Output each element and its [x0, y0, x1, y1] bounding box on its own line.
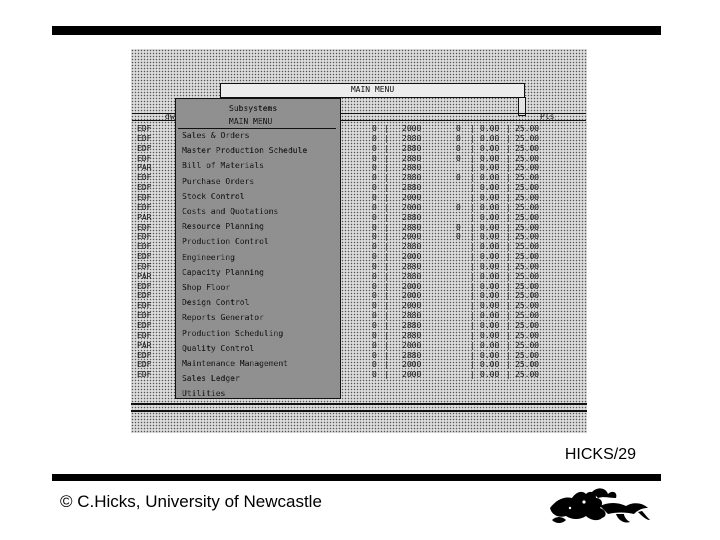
row-code: EDF: [137, 301, 152, 311]
row-code: PAR: [137, 271, 152, 281]
row-separator: |: [506, 192, 511, 202]
row-rate: 0.00: [480, 242, 500, 252]
row-separator: |: [384, 232, 389, 242]
menu-subtitle: MAIN MENU: [229, 117, 273, 126]
row-qty: 0: [372, 330, 377, 340]
row-value: 25.00: [515, 173, 540, 183]
row-code: EDF: [137, 281, 152, 291]
row-qty: 0: [372, 163, 377, 173]
row-period: 2000: [402, 202, 422, 212]
menu-title: Subsystems: [229, 104, 278, 113]
row-separator: |: [384, 133, 389, 143]
main-menu-popup: [175, 98, 341, 399]
menu-item[interactable]: Quality Control: [182, 343, 255, 353]
slide-caption: HICKS/29: [564, 446, 636, 463]
row-qty: 0: [372, 271, 377, 281]
row-period: 2000: [402, 124, 422, 133]
row-period: 2000: [402, 301, 422, 311]
row-qty: 0: [372, 291, 377, 301]
row-rate: 0.00: [480, 321, 500, 330]
row-period: 2880: [402, 321, 422, 330]
row-separator: |: [470, 212, 475, 222]
row-value: 25.00: [515, 360, 540, 370]
row-separator: |: [470, 370, 475, 380]
row-separator: |: [506, 370, 511, 380]
row-value: 25.00: [515, 261, 540, 271]
row-separator: |: [506, 281, 511, 291]
row-separator: |: [470, 183, 475, 193]
row-value: 25.00: [515, 291, 540, 301]
menu-item[interactable]: Design Control: [182, 298, 250, 308]
row-separator: |: [506, 212, 511, 222]
row-value: 25.00: [515, 321, 540, 330]
menu-item[interactable]: Engineering: [182, 252, 235, 262]
row-period: 2880: [402, 350, 422, 360]
row-period: 2880: [402, 143, 422, 153]
menu-item[interactable]: Purchase Orders: [182, 176, 255, 186]
row-qty: 0: [372, 202, 377, 212]
row-rate: 0.00: [480, 311, 500, 321]
row-period: 2000: [402, 340, 422, 350]
row-separator: |: [384, 212, 389, 222]
row-separator: |: [506, 173, 511, 183]
row-separator: |: [506, 232, 511, 242]
menu-item[interactable]: Utilities: [182, 389, 226, 399]
row-period: 2880: [402, 261, 422, 271]
row-value: 25.00: [515, 153, 540, 163]
row-separator: |: [506, 311, 511, 321]
row-qty: 0: [372, 133, 377, 143]
column-header-right: Pls: [540, 112, 555, 121]
menu-item[interactable]: Maintenance Management: [182, 359, 288, 368]
row-qty: 0: [372, 301, 377, 311]
row-separator: |: [470, 192, 475, 202]
row-period: 2880: [402, 212, 422, 222]
row-separator: |: [384, 291, 389, 301]
row-period: 2000: [402, 192, 422, 202]
row-period: 2880: [402, 163, 422, 173]
top-rule: [52, 26, 661, 35]
row-period: 2880: [402, 242, 422, 252]
row-value: 25.00: [515, 252, 540, 262]
row-separator: |: [384, 360, 389, 370]
row-separator: |: [470, 163, 475, 173]
row-separator: |: [506, 261, 511, 271]
row-separator: |: [470, 291, 475, 301]
row-qty: 0: [372, 370, 377, 380]
row-separator: |: [506, 124, 511, 133]
row-code: EDF: [137, 183, 152, 193]
row-qty: 0: [372, 281, 377, 291]
row-separator: |: [384, 370, 389, 380]
menu-title-rule: [178, 128, 336, 129]
row-qty: 0: [372, 222, 377, 232]
row-value: 25.00: [515, 281, 540, 291]
row-period: 2880: [402, 271, 422, 281]
row-qty: 0: [372, 192, 377, 202]
row-value: 25.00: [515, 301, 540, 311]
row-separator: |: [506, 350, 511, 360]
row-separator: |: [470, 124, 475, 133]
row-separator: |: [506, 183, 511, 193]
row-period: 2000: [402, 252, 422, 262]
menu-item[interactable]: Sales & Orders: [182, 131, 250, 140]
row-code: EDF: [137, 173, 152, 183]
row-code: EDF: [137, 192, 152, 202]
row-separator: |: [384, 143, 389, 153]
row-qty: 0: [372, 321, 377, 330]
row-flag: 0: [456, 232, 461, 242]
row-rate: 0.00: [480, 133, 500, 143]
row-separator: |: [470, 153, 475, 163]
row-qty: 0: [372, 153, 377, 163]
row-qty: 0: [372, 242, 377, 252]
row-code: EDF: [137, 330, 152, 340]
row-separator: |: [506, 330, 511, 340]
row-code: EDF: [137, 124, 152, 133]
row-value: 25.00: [515, 183, 540, 193]
row-code: EDF: [137, 133, 152, 143]
row-separator: |: [384, 301, 389, 311]
row-separator: |: [384, 222, 389, 232]
row-period: 2000: [402, 360, 422, 370]
row-separator: |: [470, 232, 475, 242]
row-separator: |: [506, 340, 511, 350]
screen-divider: [131, 403, 587, 405]
row-qty: 0: [372, 183, 377, 193]
row-separator: |: [384, 330, 389, 340]
menu-item[interactable]: Resource Planning: [182, 222, 264, 232]
row-flag: 0: [456, 124, 461, 133]
window-title-bar: [220, 83, 525, 98]
row-separator: |: [384, 350, 389, 360]
row-separator: |: [506, 252, 511, 262]
row-qty: 0: [372, 232, 377, 242]
row-period: 2880: [402, 311, 422, 321]
row-rate: 0.00: [480, 232, 500, 242]
row-separator: |: [506, 202, 511, 212]
row-rate: 0.00: [480, 291, 500, 301]
screen-divider: [131, 410, 587, 412]
row-separator: |: [384, 340, 389, 350]
row-separator: |: [470, 271, 475, 281]
row-code: EDF: [137, 242, 152, 252]
row-separator: |: [470, 252, 475, 262]
row-value: 25.00: [515, 222, 540, 232]
row-flag: 0: [456, 143, 461, 153]
row-code: EDF: [137, 261, 152, 271]
row-value: 25.00: [515, 242, 540, 252]
row-value: 25.00: [515, 340, 540, 350]
row-rate: 0.00: [480, 330, 500, 340]
row-code: EDF: [137, 222, 152, 232]
row-qty: 0: [372, 340, 377, 350]
row-separator: |: [384, 261, 389, 271]
row-period: 2000: [402, 291, 422, 301]
row-rate: 0.00: [480, 212, 500, 222]
row-code: EDF: [137, 370, 152, 380]
row-separator: |: [470, 311, 475, 321]
row-code: EDF: [137, 143, 152, 153]
row-period: 2880: [402, 183, 422, 193]
row-code: EDF: [137, 360, 152, 370]
row-separator: |: [470, 242, 475, 252]
row-rate: 0.00: [480, 153, 500, 163]
row-qty: 0: [372, 350, 377, 360]
row-rate: 0.00: [480, 252, 500, 262]
row-rate: 0.00: [480, 143, 500, 153]
row-flag: 0: [456, 173, 461, 183]
row-code: EDF: [137, 153, 152, 163]
row-separator: |: [384, 124, 389, 133]
menu-item[interactable]: Bill of Materials: [182, 161, 264, 171]
row-separator: |: [384, 163, 389, 173]
row-separator: |: [470, 340, 475, 350]
row-period: 2880: [402, 330, 422, 340]
row-qty: 0: [372, 311, 377, 321]
row-separator: |: [470, 173, 475, 183]
row-period: 2000: [402, 281, 422, 291]
row-code: EDF: [137, 232, 152, 242]
menu-item[interactable]: Production Control: [182, 237, 269, 247]
row-period: 2000: [402, 232, 422, 242]
row-separator: |: [470, 133, 475, 143]
row-rate: 0.00: [480, 360, 500, 370]
row-code: EDF: [137, 311, 152, 321]
row-period: 2880: [402, 173, 422, 183]
row-qty: 0: [372, 360, 377, 370]
row-rate: 0.00: [480, 173, 500, 183]
row-rate: 0.00: [480, 281, 500, 291]
row-rate: 0.00: [480, 261, 500, 271]
row-code: EDF: [137, 350, 152, 360]
row-value: 25.00: [515, 202, 540, 212]
row-separator: |: [506, 143, 511, 153]
row-qty: 0: [372, 173, 377, 183]
bottom-rule: [52, 474, 661, 481]
row-rate: 0.00: [480, 271, 500, 281]
row-value: 25.00: [515, 163, 540, 173]
row-value: 25.00: [515, 212, 540, 222]
row-separator: |: [506, 222, 511, 232]
row-separator: |: [506, 163, 511, 173]
row-rate: 0.00: [480, 370, 500, 380]
row-period: 2880: [402, 153, 422, 163]
row-rate: 0.00: [480, 163, 500, 173]
menu-item[interactable]: Reports Generator: [182, 313, 264, 323]
row-separator: |: [470, 281, 475, 291]
row-period: 2880: [402, 133, 422, 143]
row-qty: 0: [372, 143, 377, 153]
row-rate: 0.00: [480, 183, 500, 193]
row-separator: |: [384, 271, 389, 281]
row-value: 25.00: [515, 330, 540, 340]
column-header-left: dw: [165, 112, 175, 121]
row-separator: |: [470, 202, 475, 212]
row-rate: 0.00: [480, 222, 500, 232]
row-separator: |: [506, 153, 511, 163]
row-separator: |: [470, 350, 475, 360]
row-separator: |: [506, 301, 511, 311]
row-value: 25.00: [515, 370, 540, 380]
row-separator: |: [506, 360, 511, 370]
row-code: PAR: [137, 340, 152, 350]
row-flag: 0: [456, 153, 461, 163]
window-title: MAIN MENU: [350, 85, 395, 94]
row-qty: 0: [372, 212, 377, 222]
row-qty: 0: [372, 261, 377, 271]
row-rate: 0.00: [480, 301, 500, 311]
row-value: 25.00: [515, 271, 540, 281]
row-rate: 0.00: [480, 350, 500, 360]
row-code: EDF: [137, 291, 152, 301]
row-period: 2000: [402, 370, 422, 380]
row-value: 25.00: [515, 350, 540, 360]
row-rate: 0.00: [480, 340, 500, 350]
menu-item[interactable]: Production Scheduling: [182, 328, 284, 338]
row-qty: 0: [372, 124, 377, 133]
row-separator: |: [384, 242, 389, 252]
row-separator: |: [470, 330, 475, 340]
row-qty: 0: [372, 252, 377, 262]
row-value: 25.00: [515, 311, 540, 321]
row-separator: |: [506, 291, 511, 301]
menu-item[interactable]: Sales Ledger: [182, 374, 240, 384]
row-separator: |: [384, 192, 389, 202]
menu-item[interactable]: Stock Control: [182, 191, 245, 201]
menu-item[interactable]: Shop Floor: [182, 283, 231, 292]
row-separator: |: [506, 271, 511, 281]
row-separator: |: [384, 153, 389, 163]
row-rate: 0.00: [480, 192, 500, 202]
row-separator: |: [470, 360, 475, 370]
row-separator: |: [384, 173, 389, 183]
row-code: EDF: [137, 252, 152, 262]
row-separator: |: [506, 242, 511, 252]
row-separator: |: [384, 252, 389, 262]
row-rate: 0.00: [480, 202, 500, 212]
row-separator: |: [470, 143, 475, 153]
row-separator: |: [470, 261, 475, 271]
menu-item[interactable]: Master Production Schedule: [182, 146, 308, 156]
row-rate: 0.00: [480, 124, 500, 133]
lion-crest-logo: [546, 486, 651, 526]
row-separator: |: [470, 222, 475, 232]
row-separator: |: [384, 311, 389, 321]
menu-item[interactable]: Costs and Quotations: [182, 207, 279, 216]
row-separator: |: [470, 301, 475, 311]
row-value: 25.00: [515, 124, 540, 133]
row-separator: |: [384, 281, 389, 291]
row-code: EDF: [137, 202, 152, 212]
row-separator: |: [384, 183, 389, 193]
row-code: PAR: [137, 163, 152, 173]
row-separator: |: [506, 133, 511, 143]
row-period: 2880: [402, 222, 422, 232]
row-code: EDF: [137, 321, 152, 330]
row-value: 25.00: [515, 133, 540, 143]
menu-item[interactable]: Capacity Planning: [182, 267, 264, 277]
row-separator: |: [384, 321, 389, 330]
row-separator: |: [384, 202, 389, 212]
row-flag: 0: [456, 202, 461, 212]
row-value: 25.00: [515, 232, 540, 242]
row-value: 25.00: [515, 143, 540, 153]
row-value: 25.00: [515, 192, 540, 202]
row-separator: |: [470, 321, 475, 330]
footer-credit: © C.Hicks, University of Newcastle: [60, 492, 322, 511]
row-code: PAR: [137, 212, 152, 222]
row-flag: 0: [456, 222, 461, 232]
row-separator: |: [506, 321, 511, 330]
row-flag: 0: [456, 133, 461, 143]
